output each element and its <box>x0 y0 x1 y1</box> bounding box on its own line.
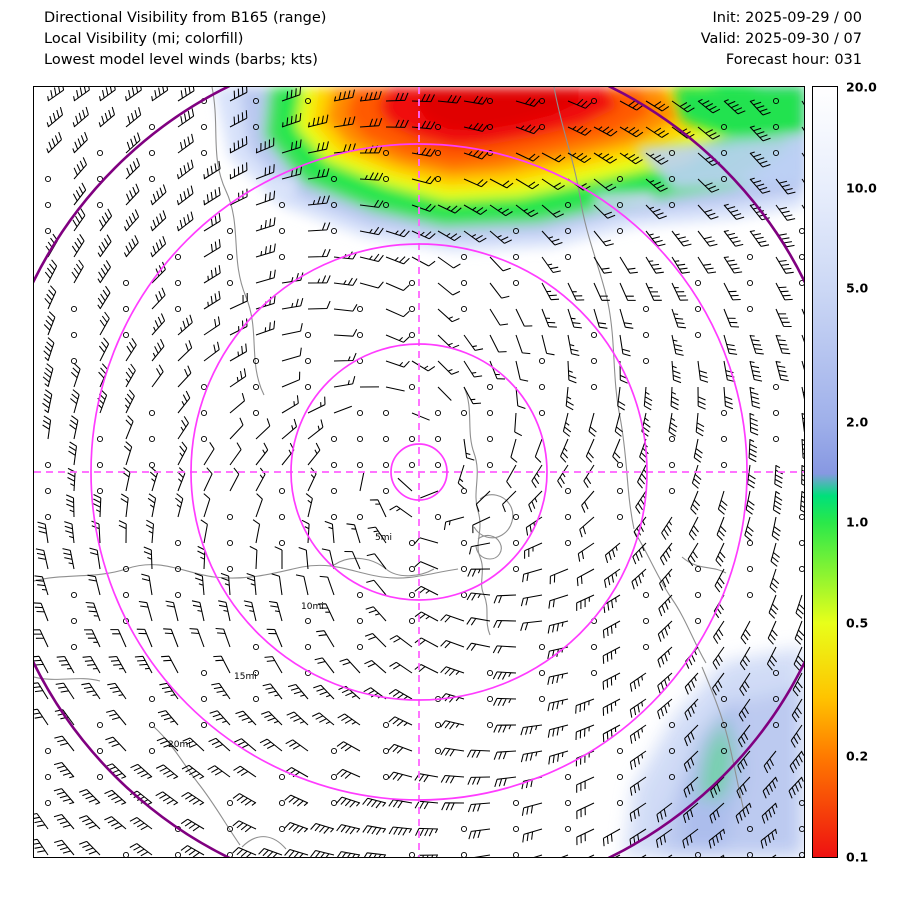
header-init-time: Init: 2025-09-29 / 00 <box>712 10 862 26</box>
header-valid-time: Valid: 2025-09-30 / 07 <box>700 31 862 47</box>
colorbar-tick-labels <box>840 79 898 865</box>
crosshair <box>34 87 804 857</box>
colorbar-tick-10.0: 10.0 <box>846 180 877 196</box>
colorbar-tick-5.0: 5.0 <box>846 280 869 296</box>
colorbar-tick-1.0: 1.0 <box>846 514 869 530</box>
colorbar-tick-0.5: 0.5 <box>846 615 869 631</box>
chart-header <box>0 0 900 82</box>
colorbar-tick-0.1: 0.1 <box>846 849 869 865</box>
ring-label-20mi: 20mi <box>168 740 191 750</box>
colorbar <box>812 86 838 858</box>
header-forecast-hour: Forecast hour: 031 <box>725 52 862 68</box>
colorbar-tick-20.0: 20.0 <box>846 79 877 95</box>
ring-label-10mi: 10mi <box>301 602 324 612</box>
header-left-block <box>44 8 326 71</box>
range-rings-layer <box>34 87 804 857</box>
header-title-line: Directional Visibility from B165 (range) <box>44 10 327 26</box>
header-colorfill-line: Local Visibility (mi; colorfill) <box>44 31 244 47</box>
ring-label-5mi: 5mi <box>375 533 392 543</box>
header-right-block <box>701 8 862 71</box>
ring-label-15mi: 15mi <box>234 672 257 682</box>
colorbar-gradient <box>813 87 837 857</box>
map-canvas <box>34 87 804 857</box>
colorbar-tick-2.0: 2.0 <box>846 414 869 430</box>
colorbar-tick-0.2: 0.2 <box>846 748 869 764</box>
map-plot-area[interactable] <box>33 86 805 858</box>
header-barbs-line: Lowest model level winds (barbs; kts) <box>44 52 318 68</box>
